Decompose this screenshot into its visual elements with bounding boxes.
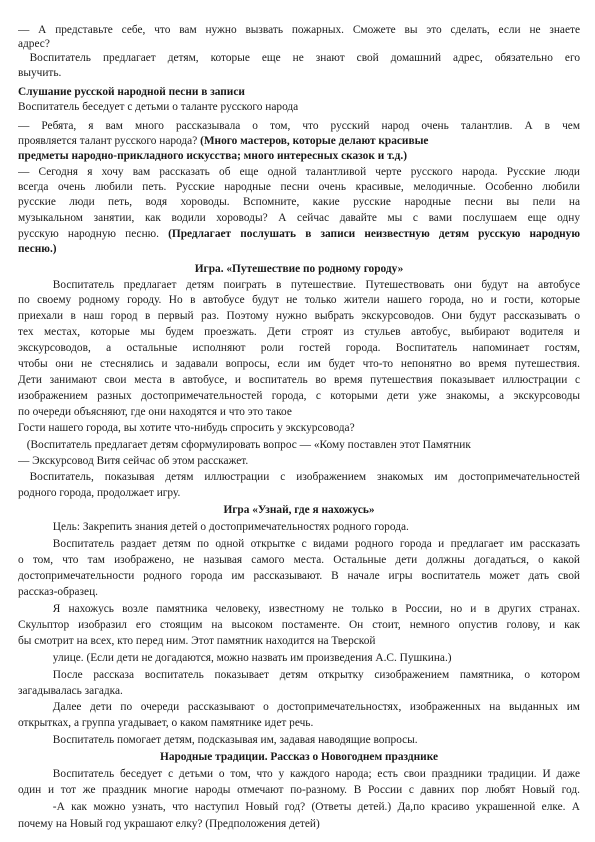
text-line: музыкальном занятии, как водили хороводы? А сейчас давайте мы с вами послушаем еще одну [18,212,580,224]
text-line: -А как можно узнать, что наступил Новый год? (Ответы детей.) Да,по красиво украшенной елке. А [52,801,580,813]
text-line: рассказ-образец. [18,586,98,598]
text-line: тех местах, которые мы будем проезжать. Дети строят из стульев автобус, выбирают водителя и [18,326,580,338]
text-line: Я нахожусь возле памятника человеку, известному не только в России, но и в других странах. [52,603,580,615]
text-line: Дети занимают свои места в автобусе, и воспитатель во время путешествия показывает иллюстрации с [18,374,580,386]
bold-text-line: предметы народно-прикладного искусства; много интересных сказок и т.д.) [18,150,407,162]
text-line: После рассказа воспитатель показывает детям открытку сизображением памятника, о котором [52,669,580,681]
text-line: Воспитатель помогает детям, подсказывая им, задавая наводящие вопросы. [52,734,418,746]
bold-run: (Много мастеров, которые делают красивые [200,135,429,147]
text-line: приехали в наш город в первый раз. Поэтому нужно выбрать экскурсоводов. Они будут рассказывать о [18,310,580,322]
text-line: Воспитатель беседует с детьми о том, что у каждого народа; есть свои праздники традиции. И даже [52,768,580,780]
text-line: — Экскурсовод Витя сейчас об этом расскажет. [18,455,249,467]
text-line: Воспитатель предлагает детям поиграть в путешествие. Путешествовать они будут на автобусе [52,279,580,291]
text-line: Цель: Закрепить знания детей о достопримечательностях родного города. [52,521,409,533]
text-line: (Воспитатель предлагает детям сформулировать вопрос — «Кому поставлен этот Памятник [26,439,471,451]
text-line: один и тот же праздник многие народы отмечают по-разному. В России с давних пор любят Новый год. [18,784,580,796]
text-line: выучить. [18,67,62,79]
text-line: родного города, продолжает игру. [18,487,181,499]
text-line: Скульптор изобразил его стоящим на высоком постаменте. Он стоит, немного опустив голову, и как [18,619,580,631]
text-line: — Сегодня я хочу вам рассказать об еще одной талантливой черте русского народа. Русские люди [18,166,580,178]
text-run: русскую народную песню. [18,228,169,240]
section-heading: Слушание русской народной песни в записи [18,86,245,98]
text-line: по своему родному городу. Но в автобусе будут не только жители нашего города, но и гости, которые [18,294,580,306]
text-line: Далее дети по очереди рассказывают о достопримечательностях, изображенных на выданных им [52,701,580,713]
text-line: о том, что там изображено, не называя самого места. Остальные дети должны догадаться, о какой [18,554,580,566]
text-line: русские люди петь, водя хороводы. Вспомните, какие русские народные песни вы пели на [18,196,580,208]
section-heading: Народные традиции. Рассказ о Новогоднем празднике [160,751,438,763]
bold-text-line: песню.) [18,243,57,255]
text-line: загадывалась загадка. [18,685,123,697]
text-line: по очереди объясняют, где они находятся и что это такое [18,406,292,418]
text-line: открытках, а группа угадывает, о каком памятнике идет речь. [18,717,314,729]
text-line: улице. (Если дети не догадаются, можно назвать им произведения А.С. Пушкина.) [52,652,452,664]
text-line: почему на Новый год украшают елку? (Предположения детей) [18,818,320,830]
text-line: всегда очень любили петь. Русские народные песни очень красивые, мелодичные. Особенно любили [18,181,580,193]
text-line: Воспитатель раздает детям по одной открытке с видами родного города и предлагает им рассказать [52,538,580,550]
text-line: достопримечательности родного города им рассказывают. В начале игры воспитатель может дать свой [18,570,580,582]
text-line [18,134,580,148]
text-line: адрес? [18,38,50,50]
text-line: изображением разных достопримечательностей города, с которыми дети уже знакомы, а экскурсоводы [18,390,580,402]
text-line: экскурсоводов, а остальные исполняют роли гостей города. Воспитатель напоминает гостям, [18,342,580,354]
text-line: — А представьте себе, что вам нужно вызвать пожарных. Сможете вы это сделать, если не знаете [18,24,580,36]
bold-run: (Предлагает послушать в записи неизвестную детям русскую народную [168,228,580,240]
text-line: Воспитатель беседует с детьми о таланте русского народа [18,101,299,113]
text-line: — Ребята, я вам много рассказывала о том, что русский народ очень талантлив. А в чем [18,120,580,132]
text-line: Воспитатель, показывая детям иллюстрации с изображением знакомых им достопримечательностей [29,471,580,483]
text-line: бы смотрит на всех, кто перед ним. Этот памятник находится на Тверской [18,635,376,647]
text-line [18,227,580,241]
text-line: Воспитатель предлагает детям, которые еще не знают свой домашний адрес, обязательно его [29,52,580,64]
section-heading: Игра. «Путешествие по родному городу» [194,263,404,275]
text-run: проявляется талант русского народа? [18,135,201,147]
section-heading: Игра «Узнай, где я нахожусь» [223,504,375,516]
text-line: чтобы они не стеснялись и задавали вопросы, если им будет что-то непонятно во время путешествия. [18,358,580,370]
text-line: Гости нашего города, вы хотите что-нибудь спросить у экскурсовода? [18,422,355,434]
